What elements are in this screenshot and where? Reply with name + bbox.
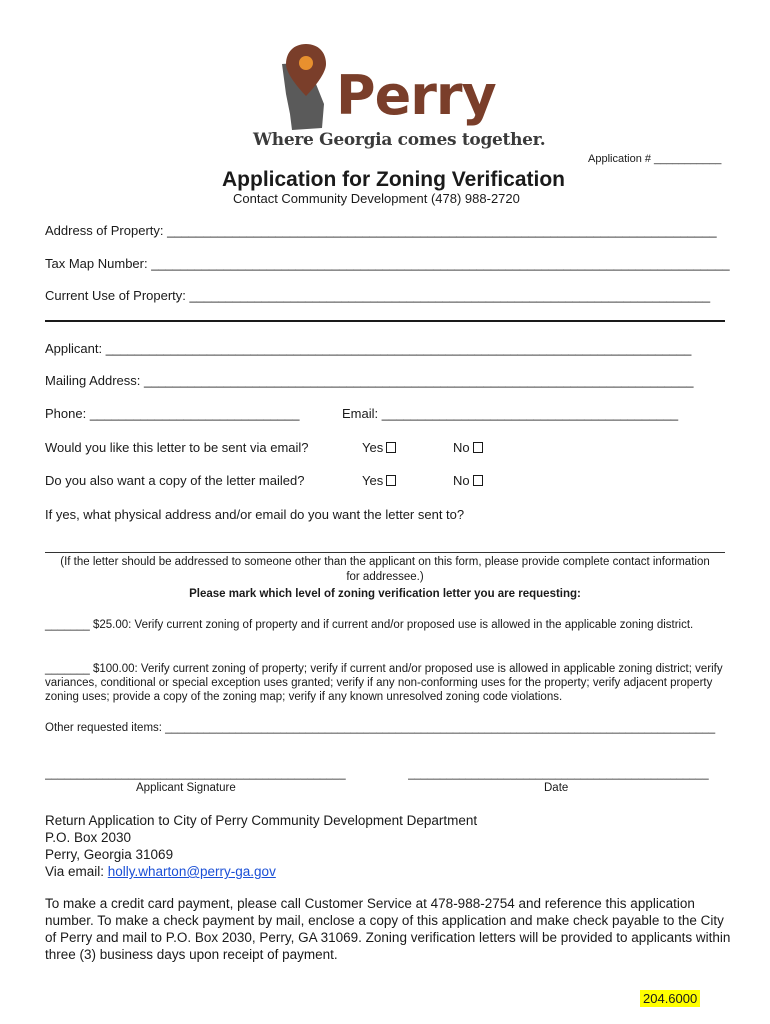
question-send-email: Would you like this letter to be sent via email? [45,440,309,455]
payment-instructions: To make a credit card payment, please call Customer Service at 478-988-2754 and reference this application number. To make a check payment by mail, enclose a copy of this application and make check payable to the City of Perry and mail to P.O. Box 2030, Perry, GA 31069. Zoning verification letters will be provided to applicants within three (3) business days upon receipt of payment. [45,896,731,962]
email-label: Via email: [45,864,108,879]
mail-no-option[interactable] [453,473,483,488]
email-field[interactable]: Email: _________________________________________ [342,406,679,421]
yes-label: Yes [362,440,384,455]
signature-line[interactable]: _______________________________________________ [45,768,346,780]
tax-map-number-field[interactable]: Tax Map Number: ________________________________________________________________________________ [45,256,730,271]
return-line-2: P.O. Box 2030 [45,830,132,845]
return-address-block [45,812,735,880]
option-25-dollar[interactable]: _______ $25.00: Verify current zoning of property and if current and/or proposed use is allowed in the applicable zoning district. [45,619,694,631]
option-100-dollar[interactable]: _______ $100.00: Verify current zoning of property; verify if current and/or proposed use is allowed in applicable zoning district; verify variances, conditional or special exception uses granted; verify if any non-conforming uses for the property; verify adjacent property zoning uses; provide a copy of the zoning map; verify if any known unresolved zoning code violations. [45,663,723,703]
return-email-line [45,863,735,880]
address-of-property-field[interactable]: Address of Property: ____________________________________________________________________________ [45,223,717,238]
form-code: 204.6000 [640,990,700,1007]
logo-tagline: Where Georgia comes together. [253,130,546,150]
question-send-address: If yes, what physical address and/or email do you want the letter sent to? [45,507,465,522]
return-line-3: Perry, Georgia 31069 [45,847,174,862]
applicant-field[interactable]: Applicant: _________________________________________________________________________________ [45,341,692,356]
addressee-note: (If the letter should be addressed to someone other than the applicant on this form, please provide complete contact information for addressee.) [60,556,710,583]
no-label: No [453,440,470,455]
georgia-map-pin-icon [278,44,338,134]
no-label: No [453,473,470,488]
contact-line: Contact Community Development (478) 988-2720 [233,191,520,206]
checkbox-icon[interactable] [473,442,483,453]
email-no-option[interactable] [453,440,483,455]
other-requested-items-field[interactable]: Other requested items: ______________________________________________________________________________________ [45,722,716,734]
checkbox-icon[interactable] [473,475,483,486]
email-link[interactable]: holly.wharton@perry-ga.gov [107,864,276,879]
logo-wordmark: Perry [336,64,496,127]
date-label: Date [544,782,569,794]
yes-label: Yes [362,473,384,488]
return-line-1: Return Application to City of Perry Community Development Department [45,813,478,828]
checkbox-icon[interactable] [386,475,396,486]
mail-yes-option[interactable] [362,473,396,488]
level-heading: Please mark which level of zoning verification letter you are requesting: [189,588,581,600]
question-mail-copy: Do you also want a copy of the letter mailed? [45,473,305,488]
section-divider [45,320,725,322]
signature-label: Applicant Signature [136,782,236,794]
date-line[interactable]: _______________________________________________ [408,768,709,780]
mailing-address-field[interactable]: Mailing Address: ____________________________________________________________________________ [45,373,694,388]
answer-line[interactable] [45,552,725,553]
form-title: Application for Zoning Verification [222,168,566,191]
current-use-field[interactable]: Current Use of Property: ________________________________________________________________________ [45,288,711,303]
email-yes-option[interactable] [362,440,396,455]
checkbox-icon[interactable] [386,442,396,453]
application-number[interactable]: Application # ___________ [588,153,722,165]
phone-field[interactable]: Phone: _____________________________ [45,406,300,421]
